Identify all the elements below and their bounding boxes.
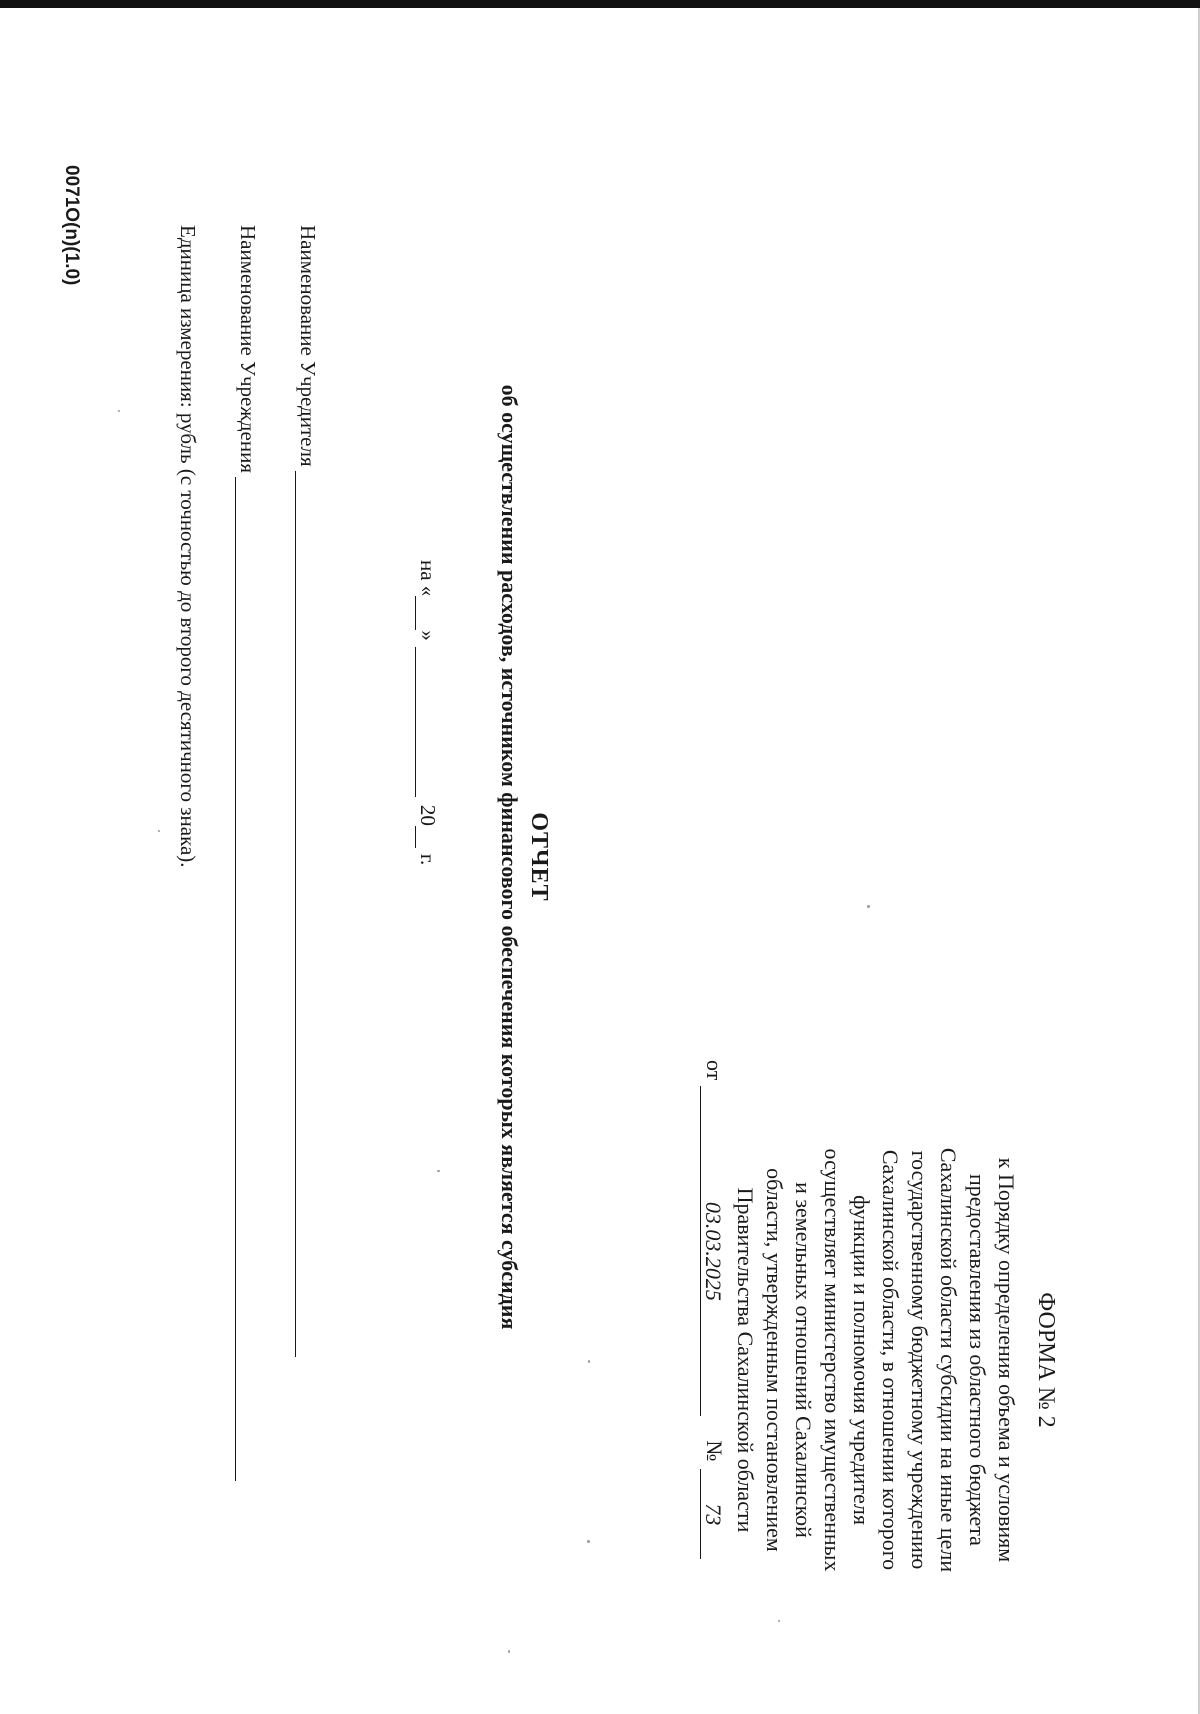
- period-year-blank: [415, 826, 438, 848]
- approval-line: предоставления из областного бюджета: [965, 1174, 990, 1546]
- report-period: [415, 560, 440, 865]
- approval-date-row: [700, 1060, 729, 1660]
- scan-speck: [158, 830, 160, 832]
- approval-line: области, утвержденным постановлением: [762, 1168, 787, 1552]
- scan-speck: [437, 1170, 440, 1172]
- approval-line: государственному бюджетному учреждению: [907, 1150, 932, 1570]
- founder-label: Наименование Учредителя: [296, 225, 320, 467]
- form-number: ФОРМА № 2: [1033, 1292, 1059, 1428]
- period-prefix: на «: [416, 560, 440, 597]
- scan-speck: [867, 905, 870, 908]
- scan-speck: [118, 410, 120, 412]
- approval-line: и земельных отношений Сахалинской: [791, 1182, 816, 1538]
- approval-line: Правительства Сахалинской области: [733, 1187, 758, 1533]
- report-title: ОТЧЕТ: [526, 812, 552, 902]
- approval-date: 03.03.2025: [700, 1086, 728, 1416]
- institution-row: [235, 225, 260, 1481]
- period-suffix: г.: [416, 853, 440, 866]
- period-day-blank: [415, 596, 438, 630]
- number-label: №: [702, 1440, 727, 1462]
- form-code: 0071O(n)(1.0): [61, 165, 82, 286]
- founder-row: [295, 225, 320, 1357]
- scan-speck: [588, 1360, 590, 1363]
- approval-line: функции и полномочия учредителя: [849, 1195, 874, 1525]
- approval-line: осуществляет министерство имущественных: [820, 1148, 845, 1572]
- period-year-prefix: 20: [416, 804, 440, 826]
- date-label: от: [702, 1060, 727, 1081]
- report-subtitle: об осуществлении расходов, источником финансового обеспечения которых является субсидия: [497, 384, 522, 1330]
- scan-bottom-edge: [0, 0, 1200, 8]
- period-mid: »: [416, 630, 440, 641]
- approval-header: [700, 1060, 1060, 1660]
- approval-number: 73: [700, 1469, 728, 1559]
- institution-blank: [235, 477, 258, 1481]
- approval-line: Сахалинской области, в отношении которого: [878, 1149, 903, 1571]
- unit-of-measure: Единица измерения: рубль (с точностью до второго десятичного знака).: [176, 225, 200, 868]
- approval-line: к Порядку определения объема и условиям: [994, 1157, 1019, 1563]
- institution-label: Наименование Учреждения: [236, 225, 260, 473]
- approval-line: Сахалинской области субсидии на иные цели: [936, 1147, 961, 1573]
- founder-blank: [295, 471, 318, 1357]
- period-month-blank: [415, 647, 438, 797]
- scan-speck: [587, 1540, 590, 1543]
